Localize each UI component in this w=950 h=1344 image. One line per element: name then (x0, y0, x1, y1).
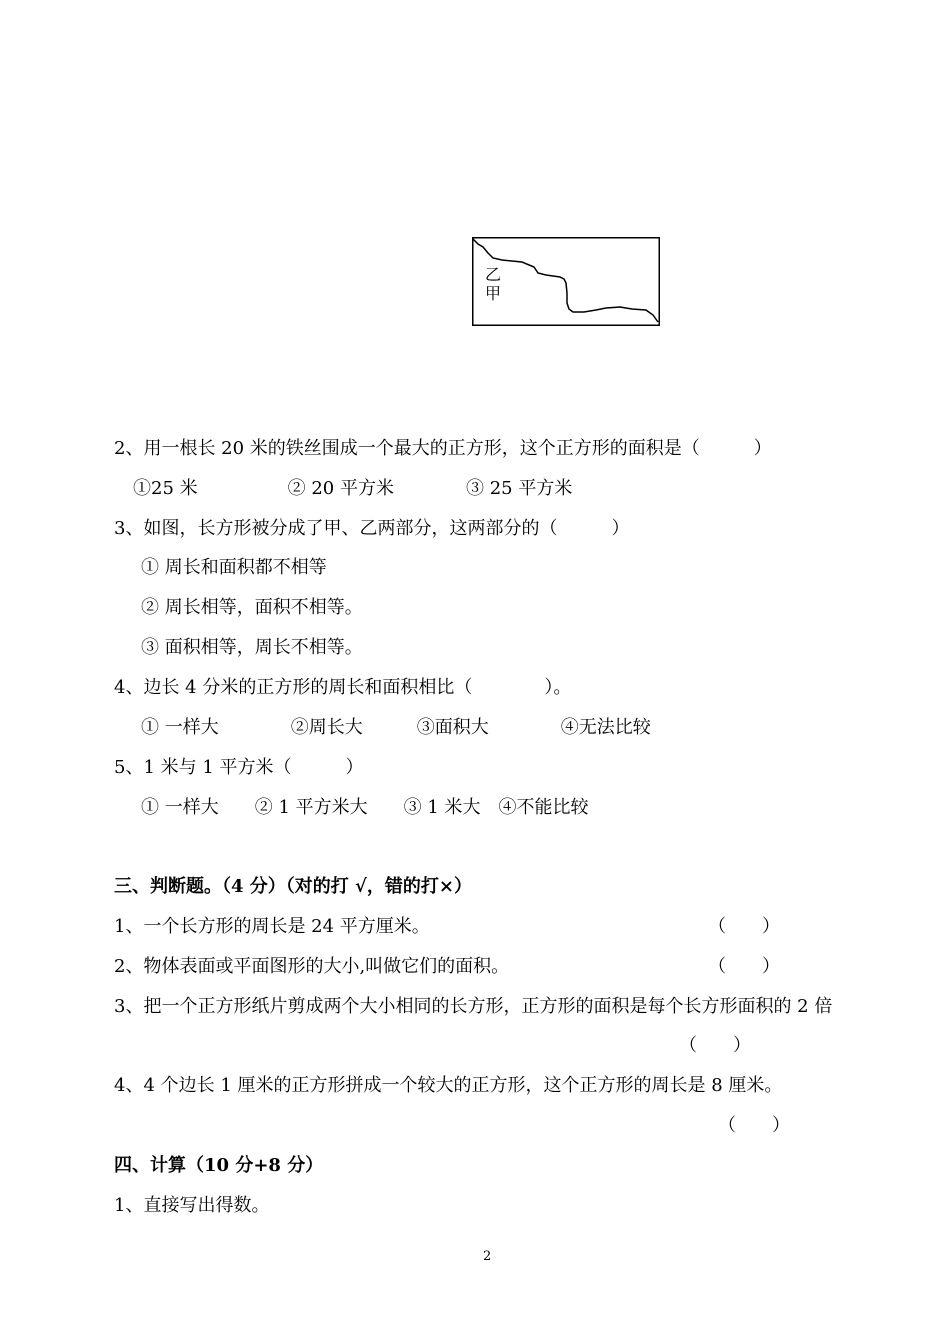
question-2-options: ①25 米 ② 20 平方米 ③ 25 平方米 (133, 478, 573, 499)
question-2-stem: 2、用一根长 20 米的铁丝围成一个最大的正方形，这个正方形的面积是（ ） (114, 438, 772, 459)
question-4-options: ① 一样大 ②周长大 ③面积大 ④无法比较 (141, 717, 651, 738)
section-3-title: 三、判断题。（4 分）（对的打 √，错的打×） (114, 876, 472, 897)
rectangle-figure (472, 237, 660, 326)
question-3-option-2: ② 周长相等，面积不相等。 (141, 597, 363, 618)
question-3-option-3: ③ 面积相等，周长不相等。 (141, 637, 363, 658)
question-3-option-1: ① 周长和面积都不相等 (141, 557, 327, 578)
tf-question-4: 4、4 个边长 1 厘米的正方形拼成一个较大的正方形，这个正方形的周长是 8 厘米。 (114, 1075, 783, 1096)
figure-label-jia: 甲 (485, 284, 502, 303)
tf-question-4-bracket: （ ） (718, 1115, 790, 1136)
tf-question-1: 1、一个长方形的周长是 24 平方厘米。 (114, 916, 430, 937)
question-5-options: ① 一样大 ② 1 平方米大 ③ 1 米大 ④不能比较 (141, 797, 589, 818)
tf-question-1-bracket: （ ） (708, 916, 780, 937)
tf-question-3-bracket: （ ） (679, 1035, 751, 1056)
figure-label-yi: 乙 (485, 265, 502, 284)
page-number: 2 (483, 1249, 492, 1264)
question-4-stem: 4、边长 4 分米的正方形的周长和面积相比（ ）。 (114, 677, 572, 698)
question-3-stem: 3、如图，长方形被分成了甲、乙两部分，这两部分的（ ） (114, 518, 630, 539)
tf-question-3: 3、把一个正方形纸片剪成两个大小相同的长方形，正方形的面积是每个长方形面积的 2 倍 (114, 996, 833, 1017)
section-4-title: 四、计算（10 分+8 分） (114, 1155, 324, 1176)
calc-question-1: 1、直接写出得数。 (114, 1195, 270, 1216)
tf-question-2-bracket: （ ） (708, 956, 780, 977)
tf-question-2: 2、物体表面或平面图形的大小,叫做它们的面积。 (114, 956, 510, 977)
question-5-stem: 5、1 米与 1 平方米（ ） (114, 757, 364, 778)
